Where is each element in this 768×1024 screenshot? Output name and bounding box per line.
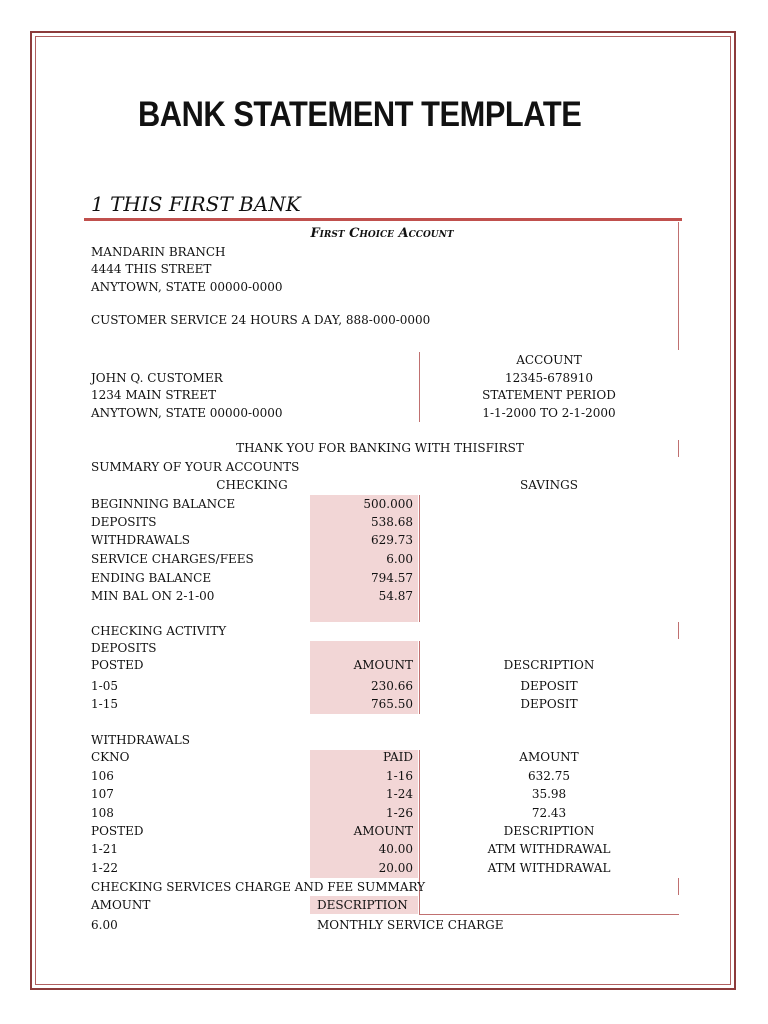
deposits-header-amount: AMOUNT bbox=[353, 658, 413, 672]
summary-row-label: ENDING BALANCE bbox=[91, 571, 212, 585]
withdrawal-amount: 20.00 bbox=[378, 861, 413, 875]
center-rule-deposits bbox=[419, 641, 420, 714]
checks-header-ckno: CKNO bbox=[91, 750, 130, 764]
right-rule-fees bbox=[678, 878, 679, 895]
summary-row-label: SERVICE CHARGES/FEES bbox=[91, 552, 254, 566]
checking-label: CHECKING bbox=[216, 478, 288, 492]
header-rule bbox=[84, 218, 682, 221]
right-rule-activity bbox=[678, 622, 679, 639]
statement-period: 1-1-2000 TO 2-1-2000 bbox=[482, 406, 616, 420]
checks-header-amount: AMOUNT bbox=[519, 750, 579, 764]
check-number: 108 bbox=[91, 806, 114, 820]
branch-city: ANYTOWN, STATE 00000-0000 bbox=[91, 280, 283, 294]
customer-street: 1234 MAIN STREET bbox=[91, 388, 217, 402]
deposit-amount: 765.50 bbox=[371, 697, 413, 711]
customer-name: JOHN Q. CUSTOMER bbox=[91, 371, 223, 385]
customer-service-line: CUSTOMER SERVICE 24 HOURS A DAY, 888-000-0000 bbox=[91, 313, 431, 327]
withdrawal-description: ATM WITHDRAWAL bbox=[487, 861, 611, 875]
deposits-header-description: DESCRIPTION bbox=[503, 658, 595, 672]
summary-row-value: 794.57 bbox=[371, 571, 413, 585]
thanks-line: THANK YOU FOR BANKING WITH THISFIRST bbox=[236, 441, 524, 455]
summary-row-label: MIN BAL ON 2-1-00 bbox=[91, 589, 215, 603]
withdrawals-header-amount: AMOUNT bbox=[353, 824, 413, 838]
customer-city: ANYTOWN, STATE 00000-0000 bbox=[91, 406, 283, 420]
branch-name: MANDARIN BRANCH bbox=[91, 245, 226, 259]
summary-row-label: BEGINNING BALANCE bbox=[91, 497, 236, 511]
center-rule-account bbox=[419, 352, 420, 422]
fee-summary-heading: CHECKING SERVICES CHARGE AND FEE SUMMARY bbox=[91, 880, 426, 894]
deposit-posted: 1-15 bbox=[91, 697, 118, 711]
withdrawals-heading: WITHDRAWALS bbox=[91, 733, 190, 747]
withdrawals-header-description: DESCRIPTION bbox=[503, 824, 595, 838]
check-paid: 1-16 bbox=[386, 769, 413, 783]
withdrawal-description: ATM WITHDRAWAL bbox=[487, 842, 611, 856]
deposit-amount: 230.66 bbox=[371, 679, 413, 693]
account-label: ACCOUNT bbox=[516, 353, 582, 367]
summary-row-value: 629.73 bbox=[371, 533, 413, 547]
deposit-posted: 1-05 bbox=[91, 679, 118, 693]
check-paid: 1-24 bbox=[386, 787, 413, 801]
center-rule-summary bbox=[419, 495, 420, 622]
account-number: 12345-678910 bbox=[504, 371, 594, 385]
summary-row-value: 54.87 bbox=[378, 589, 413, 603]
fee-header-amount: AMOUNT bbox=[91, 898, 151, 912]
branch-street: 4444 THIS STREET bbox=[91, 262, 212, 276]
check-amount: 35.98 bbox=[531, 787, 567, 801]
summary-row-value: 6.00 bbox=[386, 552, 413, 566]
fee-amount: 6.00 bbox=[91, 918, 118, 932]
summary-row-label: WITHDRAWALS bbox=[91, 533, 190, 547]
right-rule-top bbox=[678, 222, 679, 350]
check-number: 106 bbox=[91, 769, 114, 783]
deposits-heading: DEPOSITS bbox=[91, 641, 157, 655]
bank-name: 1 THIS FIRST BANK bbox=[91, 192, 301, 216]
withdrawal-posted: 1-22 bbox=[91, 861, 118, 875]
fee-bottom-rule bbox=[419, 914, 679, 915]
check-number: 107 bbox=[91, 787, 114, 801]
savings-label: SAVINGS bbox=[519, 478, 578, 492]
fee-header-description: DESCRIPTION bbox=[317, 898, 408, 912]
check-paid: 1-26 bbox=[386, 806, 413, 820]
summary-row-value: 500.000 bbox=[363, 497, 413, 511]
deposit-description: DEPOSIT bbox=[520, 679, 578, 693]
checks-header-paid: PAID bbox=[383, 750, 413, 764]
statement-period-label: STATEMENT PERIOD bbox=[482, 388, 616, 402]
fee-description: MONTHLY SERVICE CHARGE bbox=[317, 918, 504, 932]
deposits-header-posted: POSTED bbox=[91, 658, 144, 672]
account-title: First Choice Account bbox=[310, 226, 454, 241]
summary-heading: SUMMARY OF YOUR ACCOUNTS bbox=[91, 460, 300, 474]
page-title: BANK STATEMENT TEMPLATE bbox=[138, 95, 582, 134]
withdrawals-header-posted: POSTED bbox=[91, 824, 144, 838]
right-rule-thanks bbox=[678, 440, 679, 457]
checking-activity-heading: CHECKING ACTIVITY bbox=[91, 624, 227, 638]
deposit-description: DEPOSIT bbox=[520, 697, 578, 711]
summary-row-label: DEPOSITS bbox=[91, 515, 157, 529]
check-amount: 632.75 bbox=[528, 769, 570, 783]
withdrawal-posted: 1-21 bbox=[91, 842, 118, 856]
summary-row-value: 538.68 bbox=[371, 515, 413, 529]
withdrawal-amount: 40.00 bbox=[378, 842, 413, 856]
check-amount: 72.43 bbox=[531, 806, 567, 820]
